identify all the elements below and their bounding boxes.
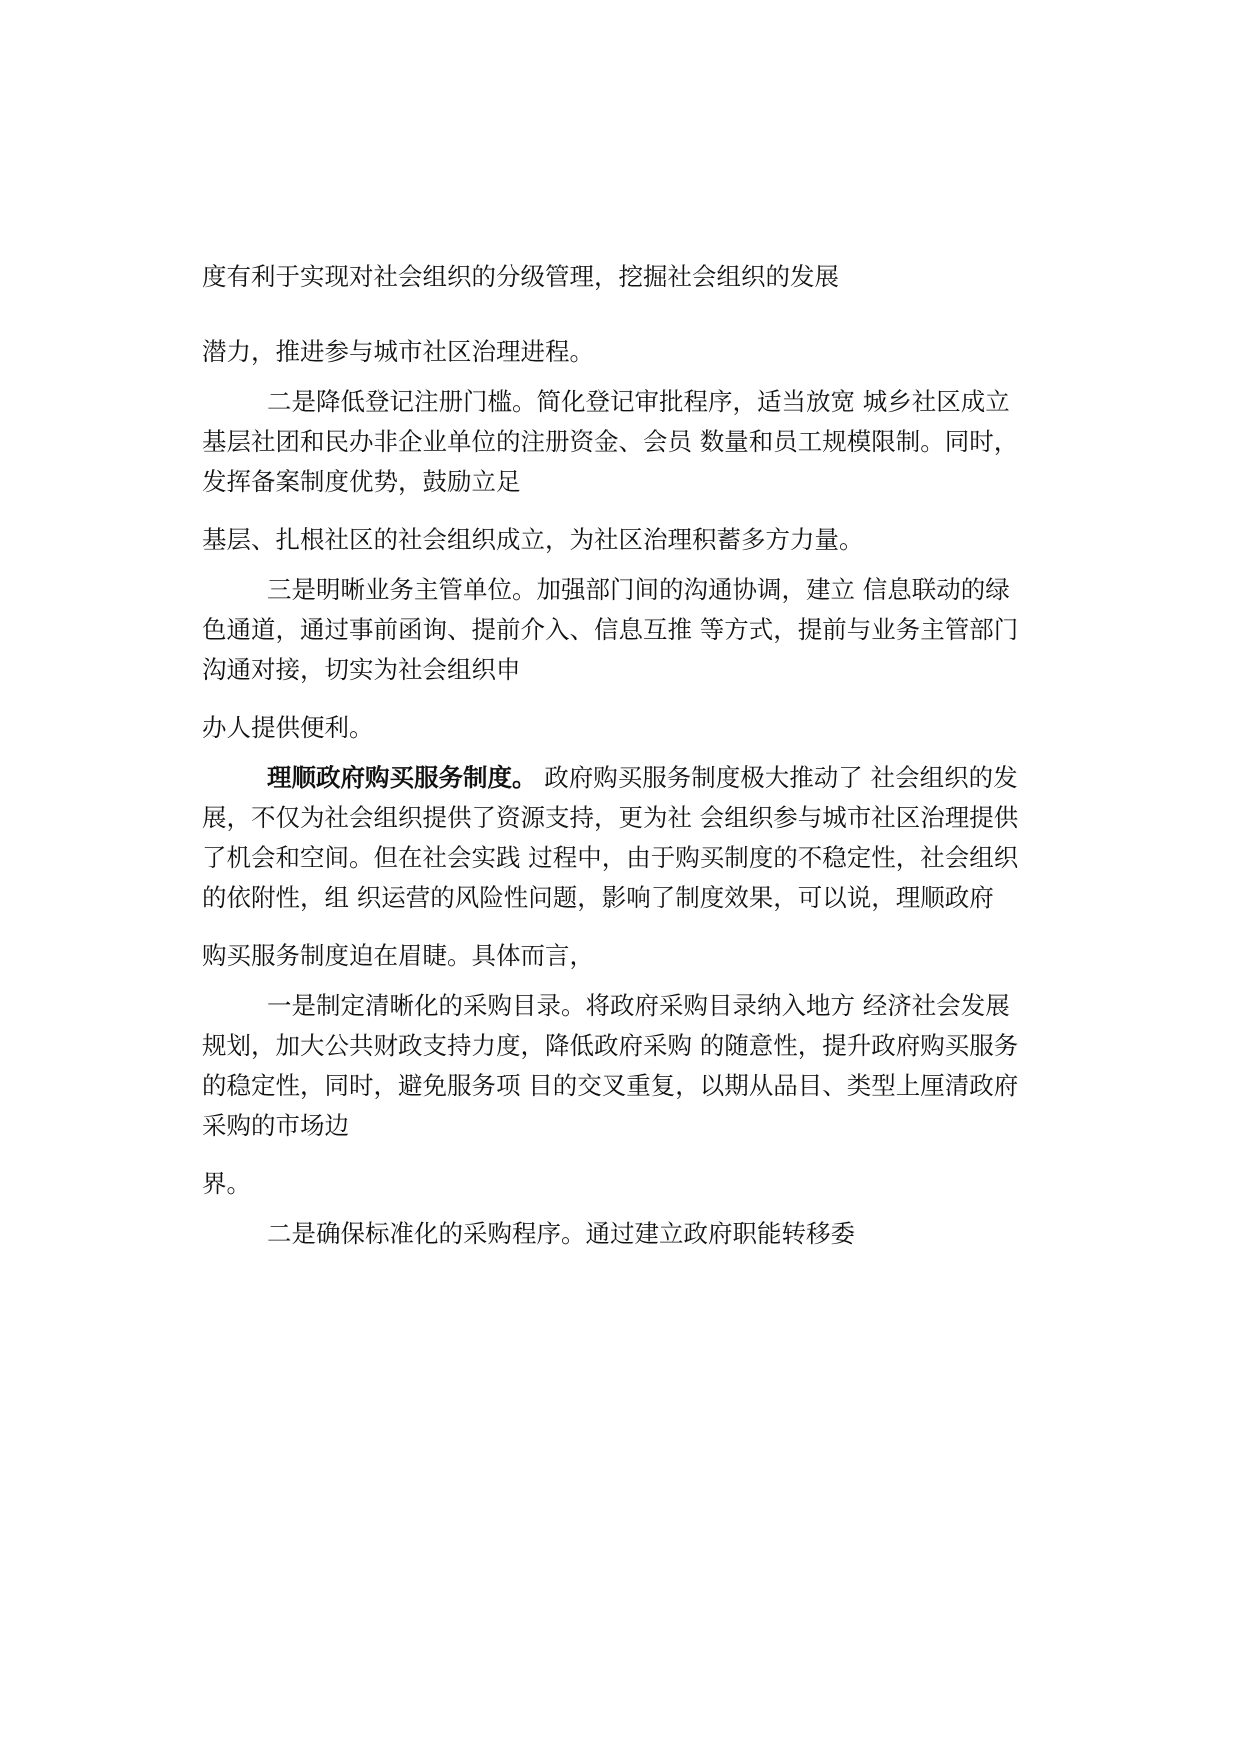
text-line: 界。	[202, 1169, 251, 1198]
text-line: 基层、扎根社区的社会组织成立，为社区治理积蓄多方力量。	[202, 525, 864, 554]
text-line: 二是确保标准化的采购程序。通过建立政府职能转移委	[267, 1219, 855, 1248]
text-line: 二是降低登记注册门槛。简化登记审批程序，适当放宽 城乡社区成立	[267, 387, 1010, 416]
text-span: 政府购买服务制度极大推动了 社会组织的发	[544, 763, 1018, 792]
section-heading: 理顺政府购买服务制度。	[267, 763, 537, 792]
text-line	[267, 763, 1018, 793]
text-line: 购买服务制度迫在眉睫。具体而言，	[202, 941, 594, 970]
text-line: 了机会和空间。但在社会实践 过程中，由于购买制度的不稳定性，社会组织	[202, 843, 1019, 872]
text-line: 一是制定清晰化的采购目录。将政府采购目录纳入地方 经济社会发展	[267, 991, 1010, 1020]
text-line: 展，不仅为社会组织提供了资源支持，更为社 会组织参与城市社区治理提供	[202, 803, 1019, 832]
text-line: 色通道，通过事前函询、提前介入、信息互推 等方式，提前与业务主管部门	[202, 615, 1019, 644]
text-line: 基层社团和民办非企业单位的注册资金、会员 数量和员工规模限制。同时，	[202, 427, 1019, 456]
text-line: 办人提供便利。	[202, 713, 374, 742]
text-line: 发挥备案制度优势，鼓励立足	[202, 467, 521, 496]
text-line: 的依附性，组 织运营的风险性问题，影响了制度效果，可以说，理顺政府	[202, 883, 994, 912]
text-line: 沟通对接，切实为社会组织申	[202, 655, 521, 684]
text-line: 规划，加大公共财政支持力度，降低政府采购 的随意性，提升政府购买服务	[202, 1031, 1019, 1060]
text-line: 三是明晰业务主管单位。加强部门间的沟通协调，建立 信息联动的绿	[267, 575, 1010, 604]
text-line: 的稳定性，同时，避免服务项 目的交叉重复，以期从品目、类型上厘清政府	[202, 1071, 1019, 1100]
text-line: 采购的市场边	[202, 1111, 349, 1140]
text-line: 度有利于实现对社会组织的分级管理，挖掘社会组织的发展	[202, 262, 839, 291]
text-line: 潜力，推进参与城市社区治理进程。	[202, 337, 594, 366]
